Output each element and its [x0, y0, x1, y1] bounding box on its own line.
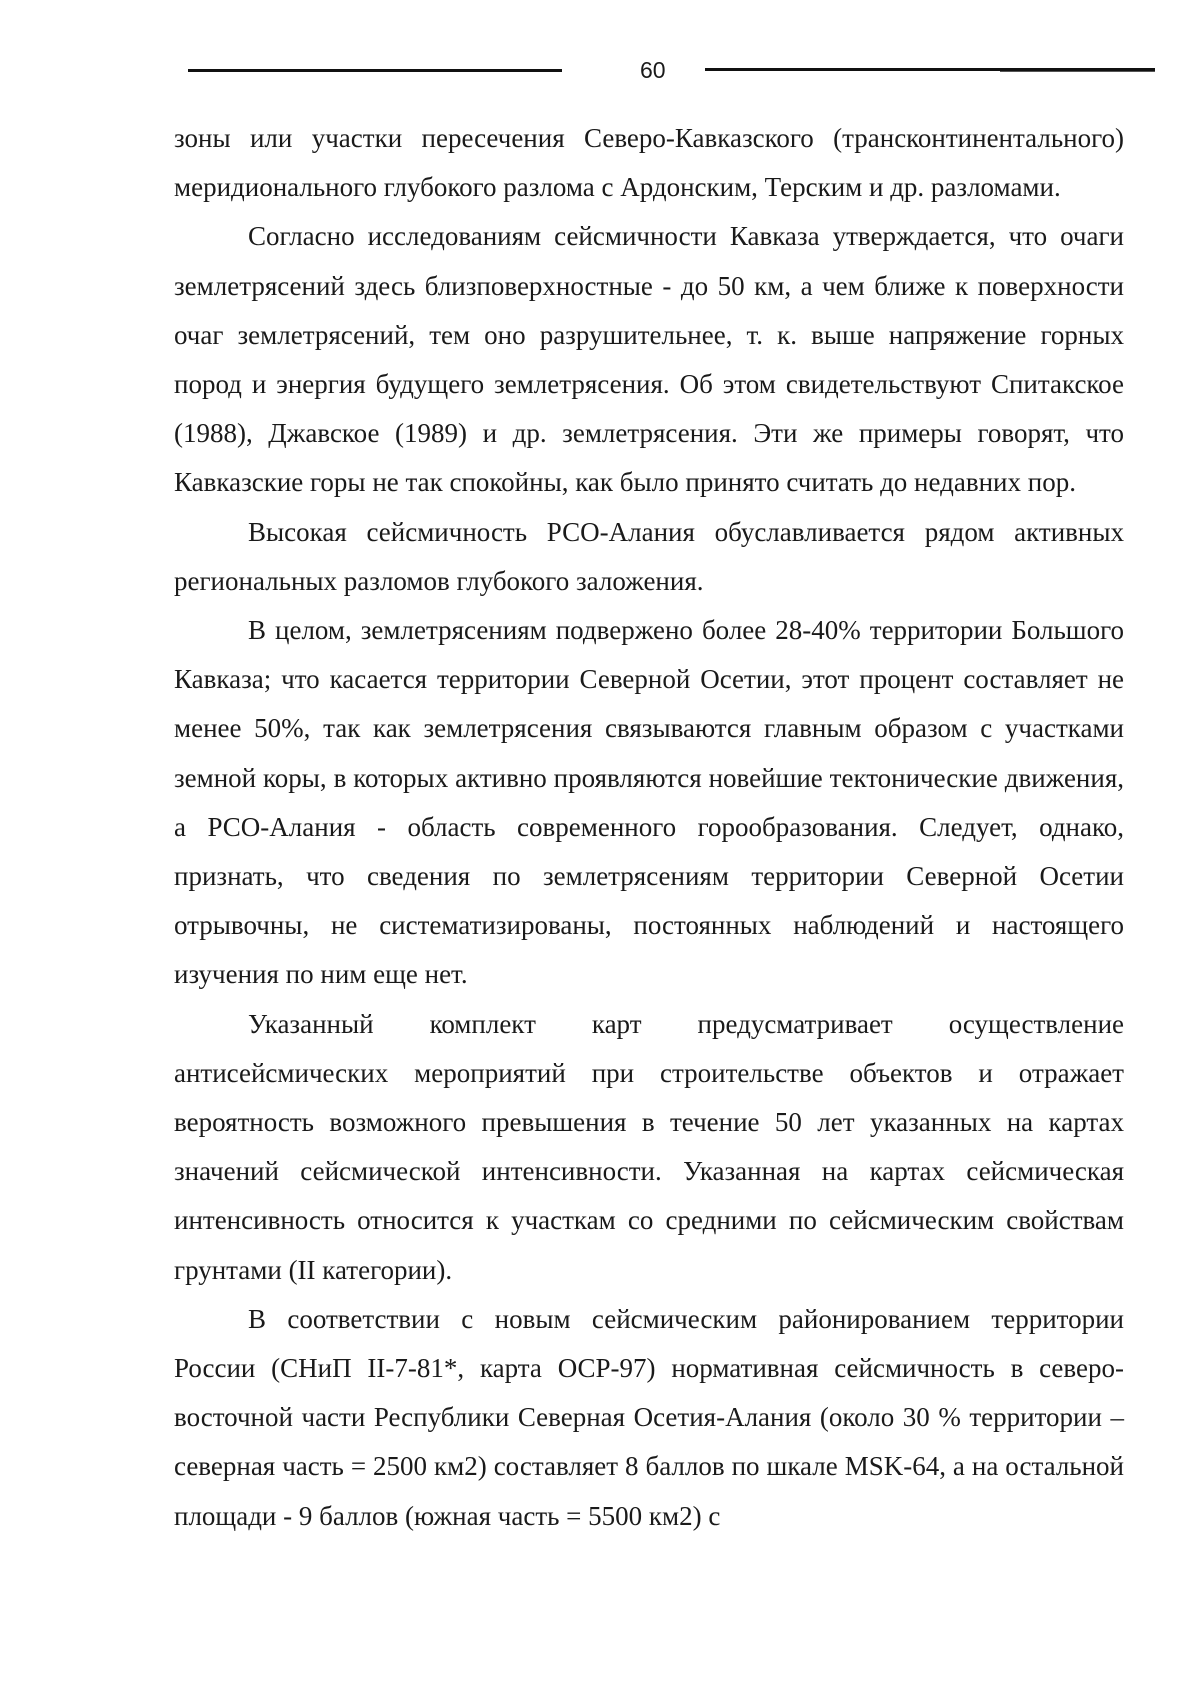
paragraph-2: Согласно исследованиям сейсмичности Кавказа утверждается, что очаги землетрясений здесь близповерхностные - до 50 км, а чем ближе к поверхности очаг землетрясений, тем оно разрушительнее, т. к. выше напряжение горных пород и энергия будущего землетрясения. Об этом свидетельствуют Спитакское (1988), Джавское (1989) и др. землетрясения. Эти же примеры говорят, что Кавказские горы не так спокойны, как было принято считать до недавних пор.: [174, 221, 1124, 498]
paragraph-4: В целом, землетрясениям подвержено более 28-40% территории Большого Кавказа; что касается территории Северной Осетии, этот процент составляет не менее 50%, так как землетрясения связываются главным образом с участками земной коры, в которых активно проявляются новейшие тектонические движения, а РСО-Алания - область современного горообразования. Следует, однако, признать, что сведения по землетрясениям территории Северной Осетии отрывочны, не систематизированы, постоянных наблюдений и настоящего изучения по ним еще нет.: [174, 615, 1124, 990]
paragraph-1: зоны или участки пересечения Северо-Кавказского (трансконтинентального) меридионального глубокого разлома с Ардонским, Терским и др. разломами.: [174, 123, 1124, 203]
header-rule-left: [188, 69, 562, 72]
paragraph-5: Указанный комплект карт предусматривает осуществление антисейсмических мероприятий при строительстве объектов и отражает вероятность возможного превышения в течение 50 лет указанных на картах значений сейсмической интенсивности. Указанная на картах сейсмическая интенсивность относится к участкам со средними по сейсмическим свойствам грунтами (II категории).: [174, 1008, 1124, 1285]
header-rule-right-thin: [1000, 71, 1155, 72]
body-text: [174, 114, 1124, 1541]
page-header: [0, 52, 1200, 92]
page-number: 60: [640, 57, 666, 83]
paragraph-6: В соответствии с новым сейсмическим районированием территории России (СНиП II-7-81*, карта ОСР-97) нормативная сейсмичность в северо-восточной части Республики Северная Осетия-Алания (около 30 % территории – северная часть = 2500 км2) составляет 8 баллов по шкале MSK-64, а на остальной площади - 9 баллов (южная часть = 5500 км2) с: [174, 1303, 1124, 1531]
paragraph-3: Высокая сейсмичность РСО-Алания обуславливается рядом активных региональных разломов глубокого заложения.: [174, 516, 1124, 596]
